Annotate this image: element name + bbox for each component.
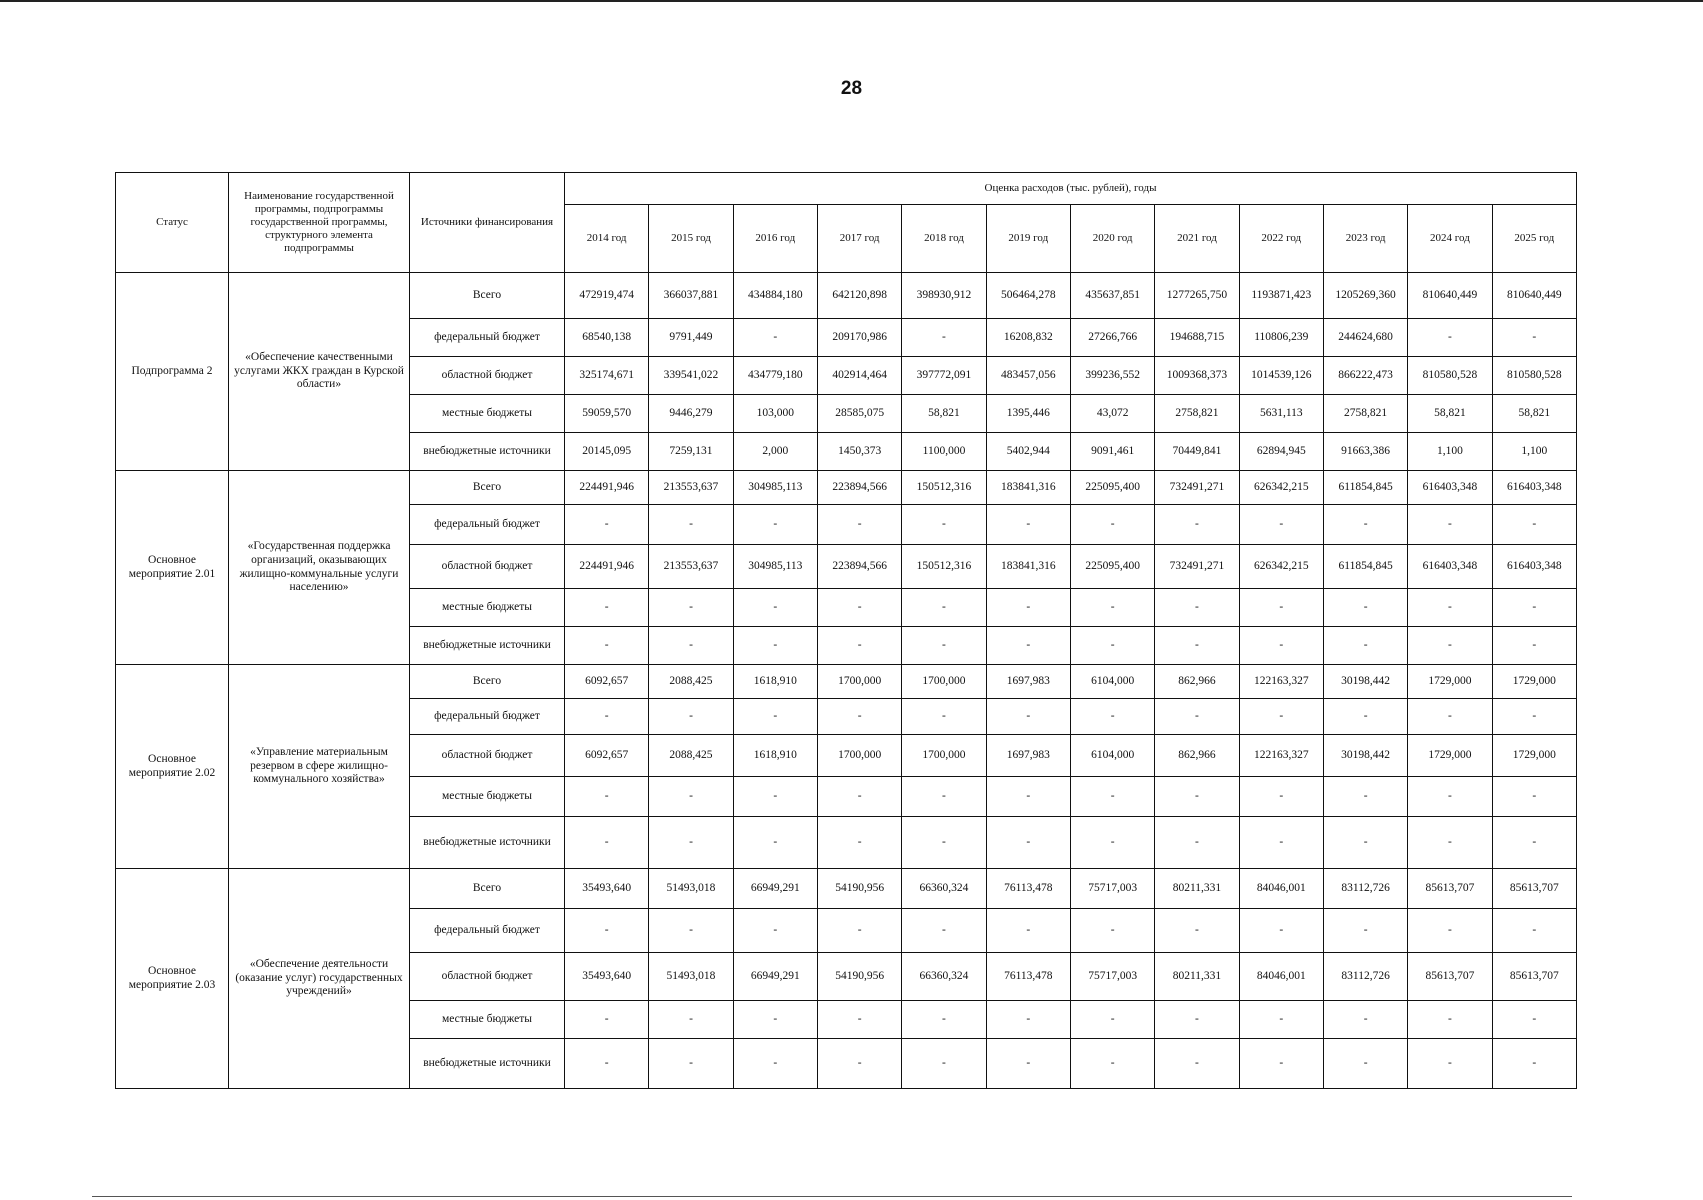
- amount-cell: 1700,000: [902, 735, 986, 777]
- amount-cell: -: [1492, 777, 1576, 817]
- year-header: 2019 год: [986, 205, 1070, 273]
- amount-cell: 9091,461: [1070, 433, 1154, 471]
- amount-cell: 402914,464: [817, 357, 901, 395]
- amount-cell: -: [817, 817, 901, 869]
- amount-cell: 434884,180: [733, 273, 817, 319]
- amount-cell: -: [1070, 817, 1154, 869]
- amount-cell: 611854,845: [1323, 471, 1407, 505]
- amount-cell: 150512,316: [902, 471, 986, 505]
- amount-cell: -: [649, 589, 733, 627]
- amount-cell: -: [733, 777, 817, 817]
- amount-cell: 1700,000: [902, 665, 986, 699]
- amount-cell: 1100,000: [902, 433, 986, 471]
- amount-cell: 1395,446: [986, 395, 1070, 433]
- amount-cell: 223894,566: [817, 545, 901, 589]
- amount-cell: -: [817, 1039, 901, 1089]
- amount-cell: 223894,566: [817, 471, 901, 505]
- amount-cell: -: [565, 699, 649, 735]
- amount-cell: -: [986, 699, 1070, 735]
- funding-source-cell: федеральный бюджет: [410, 909, 565, 953]
- funding-source-cell: внебюджетные источники: [410, 1039, 565, 1089]
- amount-cell: -: [1155, 505, 1239, 545]
- amount-cell: -: [1492, 505, 1576, 545]
- amount-cell: 183841,316: [986, 545, 1070, 589]
- amount-cell: 59059,570: [565, 395, 649, 433]
- amount-cell: -: [1492, 817, 1576, 869]
- amount-cell: 85613,707: [1492, 953, 1576, 1001]
- amount-cell: -: [649, 505, 733, 545]
- amount-cell: 2088,425: [649, 665, 733, 699]
- amount-cell: 84046,001: [1239, 869, 1323, 909]
- amount-cell: 1729,000: [1408, 735, 1492, 777]
- amount-cell: 616403,348: [1408, 545, 1492, 589]
- amount-cell: 611854,845: [1323, 545, 1407, 589]
- amount-cell: 122163,327: [1239, 665, 1323, 699]
- amount-cell: -: [902, 1039, 986, 1089]
- amount-cell: 225095,400: [1070, 545, 1154, 589]
- amount-cell: 1700,000: [817, 735, 901, 777]
- amount-cell: 483457,056: [986, 357, 1070, 395]
- year-header: 2020 год: [1070, 205, 1154, 273]
- year-header: 2022 год: [1239, 205, 1323, 273]
- amount-cell: -: [817, 589, 901, 627]
- amount-cell: 6104,000: [1070, 735, 1154, 777]
- amount-cell: 1729,000: [1492, 665, 1576, 699]
- amount-cell: -: [1492, 319, 1576, 357]
- amount-cell: 862,966: [1155, 665, 1239, 699]
- amount-cell: -: [1239, 1039, 1323, 1089]
- amount-cell: -: [902, 817, 986, 869]
- amount-cell: 1729,000: [1492, 735, 1576, 777]
- amount-cell: 80211,331: [1155, 869, 1239, 909]
- amount-cell: 28585,075: [817, 395, 901, 433]
- amount-cell: -: [733, 589, 817, 627]
- table-row: [116, 273, 1577, 319]
- amount-cell: 75717,003: [1070, 953, 1154, 1001]
- amount-cell: -: [1070, 909, 1154, 953]
- amount-cell: 9791,449: [649, 319, 733, 357]
- funding-source-cell: Всего: [410, 665, 565, 699]
- bottom-edge-line: [92, 1196, 1572, 1197]
- amount-cell: -: [986, 589, 1070, 627]
- amount-cell: -: [902, 909, 986, 953]
- amount-cell: 1,100: [1492, 433, 1576, 471]
- table-row: [116, 471, 1577, 505]
- amount-cell: -: [733, 699, 817, 735]
- amount-cell: 103,000: [733, 395, 817, 433]
- amount-cell: -: [986, 627, 1070, 665]
- funding-source-cell: федеральный бюджет: [410, 699, 565, 735]
- amount-cell: 30198,442: [1323, 665, 1407, 699]
- amount-cell: 66360,324: [902, 953, 986, 1001]
- amount-cell: -: [902, 627, 986, 665]
- page-number: 28: [840, 78, 863, 99]
- amount-cell: 399236,552: [1070, 357, 1154, 395]
- amount-cell: 85613,707: [1408, 869, 1492, 909]
- table-body: [116, 273, 1577, 1089]
- amount-cell: -: [565, 909, 649, 953]
- amount-cell: 35493,640: [565, 953, 649, 1001]
- amount-cell: 68540,138: [565, 319, 649, 357]
- amount-cell: 6092,657: [565, 735, 649, 777]
- amount-cell: 54190,956: [817, 953, 901, 1001]
- amount-cell: 304985,113: [733, 545, 817, 589]
- amount-cell: 398930,912: [902, 273, 986, 319]
- amount-cell: 366037,881: [649, 273, 733, 319]
- amount-cell: -: [1239, 909, 1323, 953]
- amount-cell: -: [1323, 909, 1407, 953]
- amount-cell: -: [733, 909, 817, 953]
- year-header: 2025 год: [1492, 205, 1576, 273]
- amount-cell: -: [1239, 817, 1323, 869]
- amount-cell: 1618,910: [733, 735, 817, 777]
- status-cell: Основное мероприятие 2.01: [116, 471, 229, 665]
- funding-source-cell: федеральный бюджет: [410, 319, 565, 357]
- amount-cell: -: [1155, 909, 1239, 953]
- table-header: [116, 173, 1577, 273]
- amount-cell: -: [1408, 505, 1492, 545]
- amount-cell: -: [1239, 505, 1323, 545]
- amount-cell: -: [1323, 505, 1407, 545]
- status-cell: Подпрограмма 2: [116, 273, 229, 471]
- amount-cell: 435637,851: [1070, 273, 1154, 319]
- amount-cell: -: [817, 505, 901, 545]
- amount-cell: 150512,316: [902, 545, 986, 589]
- year-header: 2018 год: [902, 205, 986, 273]
- amount-cell: -: [565, 627, 649, 665]
- amount-cell: 224491,946: [565, 545, 649, 589]
- status-cell: Основное мероприятие 2.03: [116, 869, 229, 1089]
- amount-cell: 70449,841: [1155, 433, 1239, 471]
- amount-cell: 91663,386: [1323, 433, 1407, 471]
- year-header: 2015 год: [649, 205, 733, 273]
- amount-cell: -: [1408, 627, 1492, 665]
- amount-cell: -: [1408, 909, 1492, 953]
- amount-cell: 85613,707: [1408, 953, 1492, 1001]
- amount-cell: 2758,821: [1155, 395, 1239, 433]
- amount-cell: 43,072: [1070, 395, 1154, 433]
- amount-cell: -: [1408, 1001, 1492, 1039]
- amount-cell: -: [733, 817, 817, 869]
- year-header: 2021 год: [1155, 205, 1239, 273]
- header-funding-sources: Источники финансирования: [410, 173, 565, 273]
- amount-cell: 472919,474: [565, 273, 649, 319]
- amount-cell: -: [649, 1039, 733, 1089]
- amount-cell: -: [649, 909, 733, 953]
- amount-cell: 5631,113: [1239, 395, 1323, 433]
- amount-cell: 626342,215: [1239, 545, 1323, 589]
- amount-cell: 76113,478: [986, 869, 1070, 909]
- amount-cell: 5402,944: [986, 433, 1070, 471]
- program-name-cell: «Обеспечение деятельности (оказание услуг) государственных учреждений»: [229, 869, 410, 1089]
- amount-cell: 85613,707: [1492, 869, 1576, 909]
- amount-cell: 35493,640: [565, 869, 649, 909]
- amount-cell: -: [1239, 1001, 1323, 1039]
- amount-cell: 339541,022: [649, 357, 733, 395]
- amount-cell: 58,821: [902, 395, 986, 433]
- amount-cell: -: [1492, 1039, 1576, 1089]
- amount-cell: 194688,715: [1155, 319, 1239, 357]
- amount-cell: -: [1492, 1001, 1576, 1039]
- amount-cell: 1700,000: [817, 665, 901, 699]
- amount-cell: -: [1408, 817, 1492, 869]
- amount-cell: 16208,832: [986, 319, 1070, 357]
- year-header: 2014 год: [565, 205, 649, 273]
- funding-source-cell: местные бюджеты: [410, 1001, 565, 1039]
- amount-cell: 1193871,423: [1239, 273, 1323, 319]
- table-row: [116, 665, 1577, 699]
- amount-cell: -: [902, 699, 986, 735]
- amount-cell: 224491,946: [565, 471, 649, 505]
- amount-cell: -: [1323, 1001, 1407, 1039]
- amount-cell: 6104,000: [1070, 665, 1154, 699]
- amount-cell: -: [1408, 1039, 1492, 1089]
- amount-cell: 76113,478: [986, 953, 1070, 1001]
- amount-cell: -: [817, 777, 901, 817]
- amount-cell: 183841,316: [986, 471, 1070, 505]
- amount-cell: 1618,910: [733, 665, 817, 699]
- amount-cell: 9446,279: [649, 395, 733, 433]
- year-header: 2017 год: [817, 205, 901, 273]
- amount-cell: 1014539,126: [1239, 357, 1323, 395]
- amount-cell: 30198,442: [1323, 735, 1407, 777]
- amount-cell: -: [1070, 627, 1154, 665]
- amount-cell: -: [733, 319, 817, 357]
- amount-cell: 616403,348: [1408, 471, 1492, 505]
- amount-cell: -: [1155, 817, 1239, 869]
- amount-cell: 110806,239: [1239, 319, 1323, 357]
- amount-cell: -: [817, 627, 901, 665]
- program-name-cell: «Государственная поддержка организаций, оказывающих жилищно-коммунальные услуги населению»: [229, 471, 410, 665]
- amount-cell: -: [1070, 1039, 1154, 1089]
- amount-cell: -: [733, 627, 817, 665]
- amount-cell: -: [986, 1039, 1070, 1089]
- amount-cell: 810580,528: [1408, 357, 1492, 395]
- funding-source-cell: местные бюджеты: [410, 589, 565, 627]
- amount-cell: 6092,657: [565, 665, 649, 699]
- amount-cell: 51493,018: [649, 953, 733, 1001]
- amount-cell: 75717,003: [1070, 869, 1154, 909]
- amount-cell: 66360,324: [902, 869, 986, 909]
- amount-cell: -: [649, 1001, 733, 1039]
- amount-cell: 122163,327: [1239, 735, 1323, 777]
- amount-cell: -: [902, 505, 986, 545]
- header-status: Статус: [116, 173, 229, 273]
- amount-cell: 58,821: [1408, 395, 1492, 433]
- amount-cell: 616403,348: [1492, 545, 1576, 589]
- amount-cell: 1697,983: [986, 735, 1070, 777]
- amount-cell: -: [902, 1001, 986, 1039]
- amount-cell: -: [565, 777, 649, 817]
- program-name-cell: «Обеспечение качественными услугами ЖКХ граждан в Курской области»: [229, 273, 410, 471]
- funding-source-cell: местные бюджеты: [410, 395, 565, 433]
- amount-cell: -: [1070, 699, 1154, 735]
- amount-cell: 66949,291: [733, 953, 817, 1001]
- amount-cell: 58,821: [1492, 395, 1576, 433]
- amount-cell: 27266,766: [1070, 319, 1154, 357]
- amount-cell: 20145,095: [565, 433, 649, 471]
- amount-cell: 80211,331: [1155, 953, 1239, 1001]
- amount-cell: 732491,271: [1155, 471, 1239, 505]
- amount-cell: -: [1323, 627, 1407, 665]
- amount-cell: 1277265,750: [1155, 273, 1239, 319]
- amount-cell: 866222,473: [1323, 357, 1407, 395]
- amount-cell: -: [1492, 589, 1576, 627]
- amount-cell: -: [1492, 909, 1576, 953]
- amount-cell: -: [1408, 589, 1492, 627]
- amount-cell: -: [565, 1001, 649, 1039]
- amount-cell: -: [1155, 777, 1239, 817]
- amount-cell: 54190,956: [817, 869, 901, 909]
- amount-cell: -: [1239, 699, 1323, 735]
- amount-cell: -: [1408, 319, 1492, 357]
- amount-cell: -: [986, 505, 1070, 545]
- amount-cell: 244624,680: [1323, 319, 1407, 357]
- amount-cell: 209170,986: [817, 319, 901, 357]
- amount-cell: 862,966: [1155, 735, 1239, 777]
- funding-source-cell: Всего: [410, 869, 565, 909]
- amount-cell: -: [986, 1001, 1070, 1039]
- table-row: [116, 869, 1577, 909]
- amount-cell: -: [1408, 699, 1492, 735]
- amount-cell: -: [817, 1001, 901, 1039]
- year-header: 2016 год: [733, 205, 817, 273]
- amount-cell: 7259,131: [649, 433, 733, 471]
- amount-cell: 83112,726: [1323, 869, 1407, 909]
- amount-cell: 1697,983: [986, 665, 1070, 699]
- amount-cell: -: [986, 777, 1070, 817]
- amount-cell: -: [1323, 777, 1407, 817]
- funding-source-cell: внебюджетные источники: [410, 817, 565, 869]
- funding-source-cell: Всего: [410, 273, 565, 319]
- amount-cell: -: [1239, 589, 1323, 627]
- amount-cell: 642120,898: [817, 273, 901, 319]
- amount-cell: -: [1492, 699, 1576, 735]
- amount-cell: -: [1323, 699, 1407, 735]
- amount-cell: -: [565, 1039, 649, 1089]
- funding-source-cell: федеральный бюджет: [410, 505, 565, 545]
- amount-cell: 506464,278: [986, 273, 1070, 319]
- amount-cell: 213553,637: [649, 545, 733, 589]
- amount-cell: -: [902, 777, 986, 817]
- funding-source-cell: областной бюджет: [410, 357, 565, 395]
- amount-cell: 1205269,360: [1323, 273, 1407, 319]
- amount-cell: 2758,821: [1323, 395, 1407, 433]
- amount-cell: -: [1408, 777, 1492, 817]
- amount-cell: 304985,113: [733, 471, 817, 505]
- amount-cell: 2,000: [733, 433, 817, 471]
- funding-source-cell: внебюджетные источники: [410, 627, 565, 665]
- amount-cell: -: [1155, 1001, 1239, 1039]
- amount-cell: -: [1323, 589, 1407, 627]
- amount-cell: -: [1070, 589, 1154, 627]
- amount-cell: 1009368,373: [1155, 357, 1239, 395]
- amount-cell: -: [649, 777, 733, 817]
- amount-cell: -: [565, 589, 649, 627]
- amount-cell: 66949,291: [733, 869, 817, 909]
- amount-cell: 2088,425: [649, 735, 733, 777]
- amount-cell: 616403,348: [1492, 471, 1576, 505]
- amount-cell: -: [733, 1001, 817, 1039]
- funding-source-cell: Всего: [410, 471, 565, 505]
- amount-cell: -: [817, 909, 901, 953]
- amount-cell: 1,100: [1408, 433, 1492, 471]
- amount-cell: 325174,671: [565, 357, 649, 395]
- amount-cell: 1729,000: [1408, 665, 1492, 699]
- amount-cell: 810640,449: [1408, 273, 1492, 319]
- amount-cell: -: [733, 505, 817, 545]
- amount-cell: 51493,018: [649, 869, 733, 909]
- amount-cell: 434779,180: [733, 357, 817, 395]
- amount-cell: -: [733, 1039, 817, 1089]
- amount-cell: 62894,945: [1239, 433, 1323, 471]
- amount-cell: 397772,091: [902, 357, 986, 395]
- funding-source-cell: внебюджетные источники: [410, 433, 565, 471]
- amount-cell: -: [1155, 1039, 1239, 1089]
- amount-cell: 810640,449: [1492, 273, 1576, 319]
- amount-cell: -: [649, 817, 733, 869]
- amount-cell: -: [986, 817, 1070, 869]
- header-expense-estimate: Оценка расходов (тыс. рублей), годы: [565, 173, 1577, 205]
- top-edge-line: [0, 0, 1703, 2]
- amount-cell: -: [986, 909, 1070, 953]
- amount-cell: -: [1070, 777, 1154, 817]
- amount-cell: 83112,726: [1323, 953, 1407, 1001]
- amount-cell: -: [1155, 627, 1239, 665]
- amount-cell: -: [649, 699, 733, 735]
- amount-cell: -: [649, 627, 733, 665]
- funding-source-cell: местные бюджеты: [410, 777, 565, 817]
- amount-cell: -: [1323, 1039, 1407, 1089]
- amount-cell: 225095,400: [1070, 471, 1154, 505]
- amount-cell: -: [565, 817, 649, 869]
- funding-source-cell: областной бюджет: [410, 735, 565, 777]
- header-program-name: Наименование государственной программы, подпрограммы государственной программы, структурного элемента подпрограммы: [229, 173, 410, 273]
- amount-cell: -: [1155, 589, 1239, 627]
- amount-cell: -: [902, 589, 986, 627]
- amount-cell: 213553,637: [649, 471, 733, 505]
- status-cell: Основное мероприятие 2.02: [116, 665, 229, 869]
- funding-source-cell: областной бюджет: [410, 545, 565, 589]
- amount-cell: 810580,528: [1492, 357, 1576, 395]
- amount-cell: -: [1323, 817, 1407, 869]
- budget-table: [115, 172, 1577, 1089]
- amount-cell: -: [1070, 1001, 1154, 1039]
- amount-cell: 626342,215: [1239, 471, 1323, 505]
- funding-source-cell: областной бюджет: [410, 953, 565, 1001]
- amount-cell: -: [1492, 627, 1576, 665]
- amount-cell: 732491,271: [1155, 545, 1239, 589]
- year-header: 2023 год: [1323, 205, 1407, 273]
- amount-cell: -: [902, 319, 986, 357]
- amount-cell: -: [817, 699, 901, 735]
- amount-cell: 84046,001: [1239, 953, 1323, 1001]
- amount-cell: -: [1239, 777, 1323, 817]
- program-name-cell: «Управление материальным резервом в сфере жилищно-коммунального хозяйства»: [229, 665, 410, 869]
- amount-cell: -: [1239, 627, 1323, 665]
- year-header: 2024 год: [1408, 205, 1492, 273]
- amount-cell: 1450,373: [817, 433, 901, 471]
- amount-cell: -: [1155, 699, 1239, 735]
- amount-cell: -: [565, 505, 649, 545]
- amount-cell: -: [1070, 505, 1154, 545]
